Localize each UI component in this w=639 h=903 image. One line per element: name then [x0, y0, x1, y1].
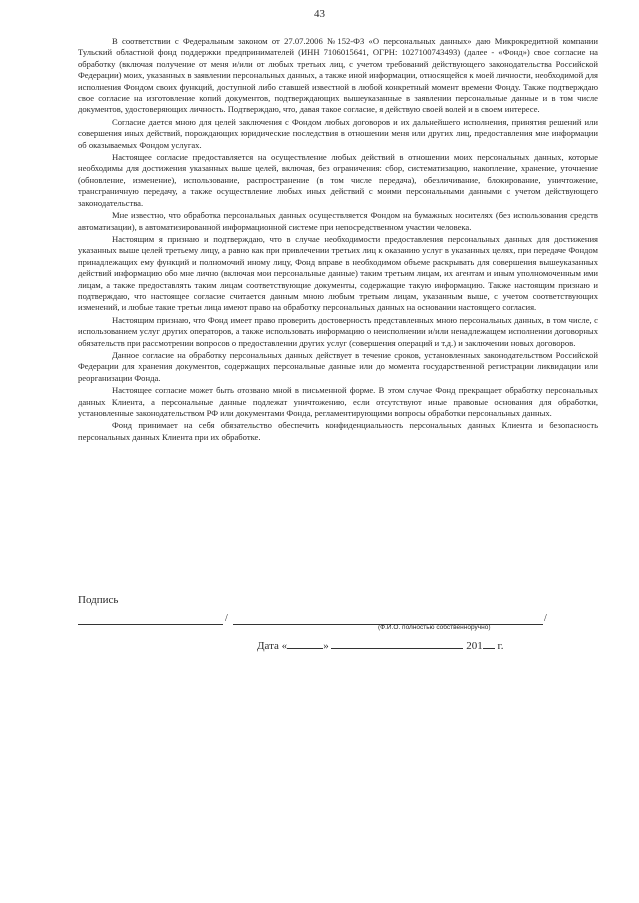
year-field[interactable] — [483, 639, 495, 649]
month-field[interactable] — [331, 639, 463, 649]
paragraph-term: Данное согласие на обработку персональных данных действует в течение сроков, установленных законодательством Российской Федерации для хранения документов, содержащих персональные данные или до момента государственной регистрации ликвидации или реорганизации Фонда. — [78, 349, 598, 383]
full-name-hint: (Ф.И.О. полностью собственноручно) — [378, 624, 491, 631]
signature-label: Подпись — [78, 594, 119, 606]
date-label: Дата « — [257, 640, 288, 652]
paragraph-verification: Настоящим признаю, что Фонд имеет право проверить достоверность представленных мною персональных данных, в том числе, с использованием услуг других операторов, а также использовать информацию о неисполнении и/или ненадлежащем исполнении договорных обязательств при рассмотрении вопросов о предоставлении других услуг (совершения операций и т.д.) и заключении новых договоров. — [78, 314, 598, 348]
paragraph-processing-method: Мне известно, что обработка персональных данных осуществляется Фондом на бумажных носителях (без использования средств автоматизации), в автоматизированной информационной системе при непосредственном участии человека. — [78, 210, 598, 232]
paragraph-revocation: Настоящее согласие может быть отозвано мной в письменной форме. В этом случае Фонд прекращает обработку персональных данных Клиента, а персональные данные подлежат уничтожению, если отсутствуют иные правовые основания для обработки, установленные законодательством РФ или документами Фонда, регламентирующими вопросы обработки персональных данных. — [78, 385, 598, 418]
signature-slash: / — [225, 613, 228, 624]
page-number: 43 — [314, 8, 325, 20]
paragraph-third-parties: Настоящим я признаю и подтверждаю, что в случае необходимости предоставления персональных данных для достижения указанных выше целей третьему лицу, а равно как при привлечении третьих лиц к оказанию услуг в указанных целях, при передаче Фондом принадлежащих ему функций и полномочий иному лицу, Фонд вправе в необходимом объеме раскрывать для совершения вышеуказанных действий информацию обо мне лично (включая мои персональные данные) таким третьим лицам, их агентам и иным уполномоченным ими лицам, а также предоставлять таким лицам соответствующие документы, содержащие такую информацию. Также настоящим признаю и подтверждаю, что настоящее согласие считается данным мною любым третьим лицам, указанным выше, с учетом соответствующих изменений, и любые такие третьи лица имеют право на обработку персональных данных на основании настоящего согласия. — [78, 233, 598, 313]
paragraph-actions: Настоящее согласие предоставляется на осуществление любых действий в отношении моих персональных данных, которые необходимы для достижения указанных выше целей, включая, без ограничения: сбор, систематизацию, накопление, хранение, уточнение (обновление, изменение), использование, распространение (в том числе передача), обезличивание, блокирование, уничтожение, трансграничную передачу, а также осуществление любых иных действий с моими персональными данными с учетом действующего законодательства. — [78, 152, 598, 208]
paragraph-purpose: Согласие дается мною для целей заключения с Фондом любых договоров и их дальнейшего исполнения, принятия решений или совершения иных действий, порождающих юридические последствия в отношении меня или других лиц, предоставления мне информации об оказываемых Фондом услугах. — [78, 116, 598, 150]
consent-text — [78, 36, 598, 444]
paragraph-consent-basis: В соответствии с Федеральным законом от 27.07.2006 №152-ФЗ «О персональных данных» даю Микрокредитной компании Тульский областной фонд поддержки предпринимателей (ИНН 7106015641, ОГРН: 1027100743493) (далее - «Фонд») свое согласие на обработку (включая получение от меня и/или от любых третьих лиц, с учетом требований действующего законодательства Российской Федерации) моих, указанных в заявлении персональных данных, а также иной информации, относящейся к моей личности, необходимой для исполнения Фондом своих функций, доступной либо ставшей известной в любой конкретный момент времени Фонду. Также подтверждаю свое согласие на изготовление копий документов, подтверждающих вышеуказанные в заявлении персональные данные и в том числе документов, удостоверяющих личность. Подтверждаю, что, давая такое согласие, я действую своей волей и в своем интересе. — [78, 36, 598, 115]
year-suffix: г. — [494, 640, 504, 652]
date-row — [257, 639, 503, 652]
date-quote-close: » — [323, 640, 329, 652]
day-field[interactable] — [287, 639, 323, 649]
paragraph-confidentiality: Фонд принимает на себя обязательство обеспечить конфиденциальность персональных данных Клиента и безопасность персональных данных Клиента при их обработке. — [78, 420, 598, 442]
year-prefix: 201 — [466, 640, 483, 652]
full-name-slash: / — [544, 613, 547, 624]
signature-field[interactable] — [78, 614, 223, 625]
